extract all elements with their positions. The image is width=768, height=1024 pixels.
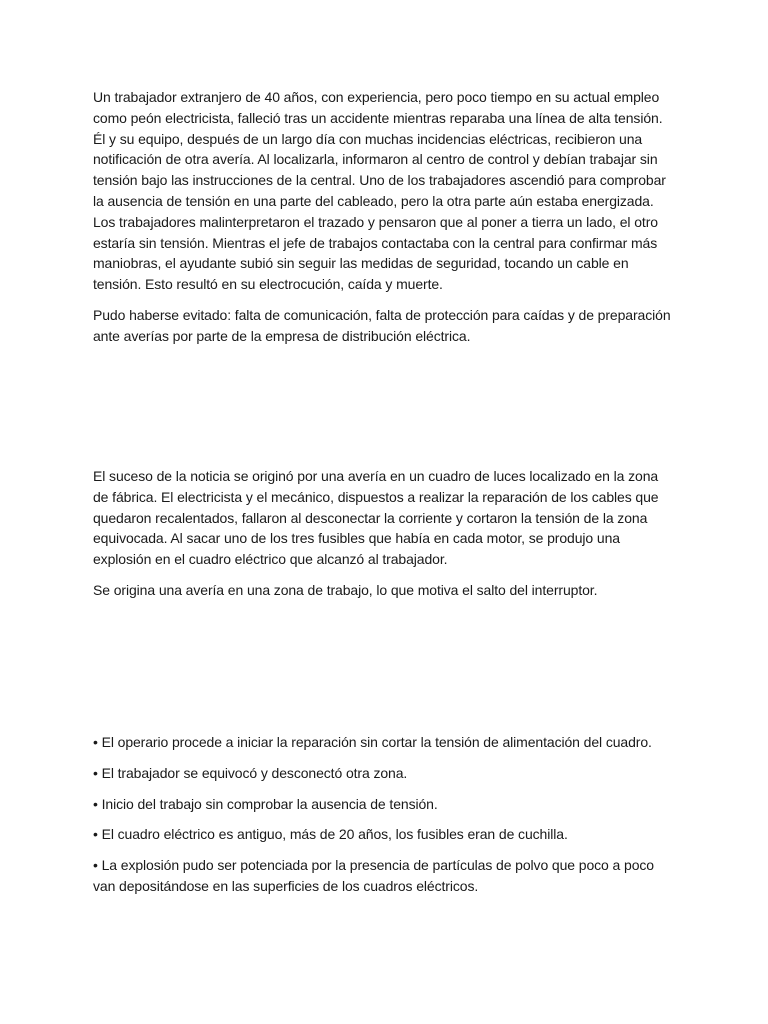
cause-item: • El cuadro eléctrico es antiguo, más de 20 años, los fusibles eran de cuchilla.: [93, 826, 568, 843]
incident-origin-section: [93, 466, 673, 611]
cause-item: • La explosión pudo ser potenciada por la presencia de partículas de polvo que poco a poco van depositándose en las superficies de los cuadros eléctricos.: [93, 857, 654, 894]
cause-item: • El trabajador se equivocó y desconectó otra zona.: [93, 764, 408, 781]
cause-item: • El operario procede a iniciar la reparación sin cortar la tensión de alimentación del cuadro.: [93, 734, 652, 750]
breaker-trip-paragraph: Se origina una avería en una zona de trabajo, lo que motiva el salto del interruptor.: [93, 581, 598, 598]
causes-list-section: [93, 732, 673, 907]
accident-description-paragraph: Un trabajador extranjero de 40 años, con experiencia, pero poco tiempo en su actual empleo como peón electricista, falleció tras un accidente mientras reparaba una línea de alta tensión. Él y su equipo, después de un largo día con muchas incidencias eléctricas, recibieron una notificación de otra avería. Al localizarla, informaron al centro de control y debían trabajar sin tensión bajo las instrucciones de la central. Uno de los trabajadores ascendió para comprobar la ausencia de tensión en una parte del cableado, pero la otra parte aún estaba energizada. Los trabajadores malinterpretaron el trazado y pensaron que al poner a tierra un lado, el otro estaría sin tensión. Mientras el jefe de trabajos contactaba con la central para confirmar más maniobras, el ayudante subió sin seguir las medidas de seguridad, tocando un cable en tensión. Esto resultó en su electrocución, caída y muerte.: [93, 89, 666, 293]
cause-item: • Inicio del trabajo sin comprobar la ausencia de tensión.: [93, 795, 438, 812]
prevention-paragraph: Pudo haberse evitado: falta de comunicación, falta de protección para caídas y de preparación ante averías por parte de la empresa de distribución eléctrica.: [93, 306, 671, 344]
accident-summary-section: [93, 87, 673, 357]
incident-description-paragraph: El suceso de la noticia se originó por una avería en un cuadro de luces localizado en la zona de fábrica. El electricista y el mecánico, dispuestos a realizar la reparación de los cables que quedaron recalentados, fallaron al desconectar la corriente y cortaron la tensión de la zona equivocada. Al sacar uno de los tres fusibles que había en cada motor, se produjo una explosión en el cuadro eléctrico que alcanzó al trabajador.: [93, 468, 659, 568]
